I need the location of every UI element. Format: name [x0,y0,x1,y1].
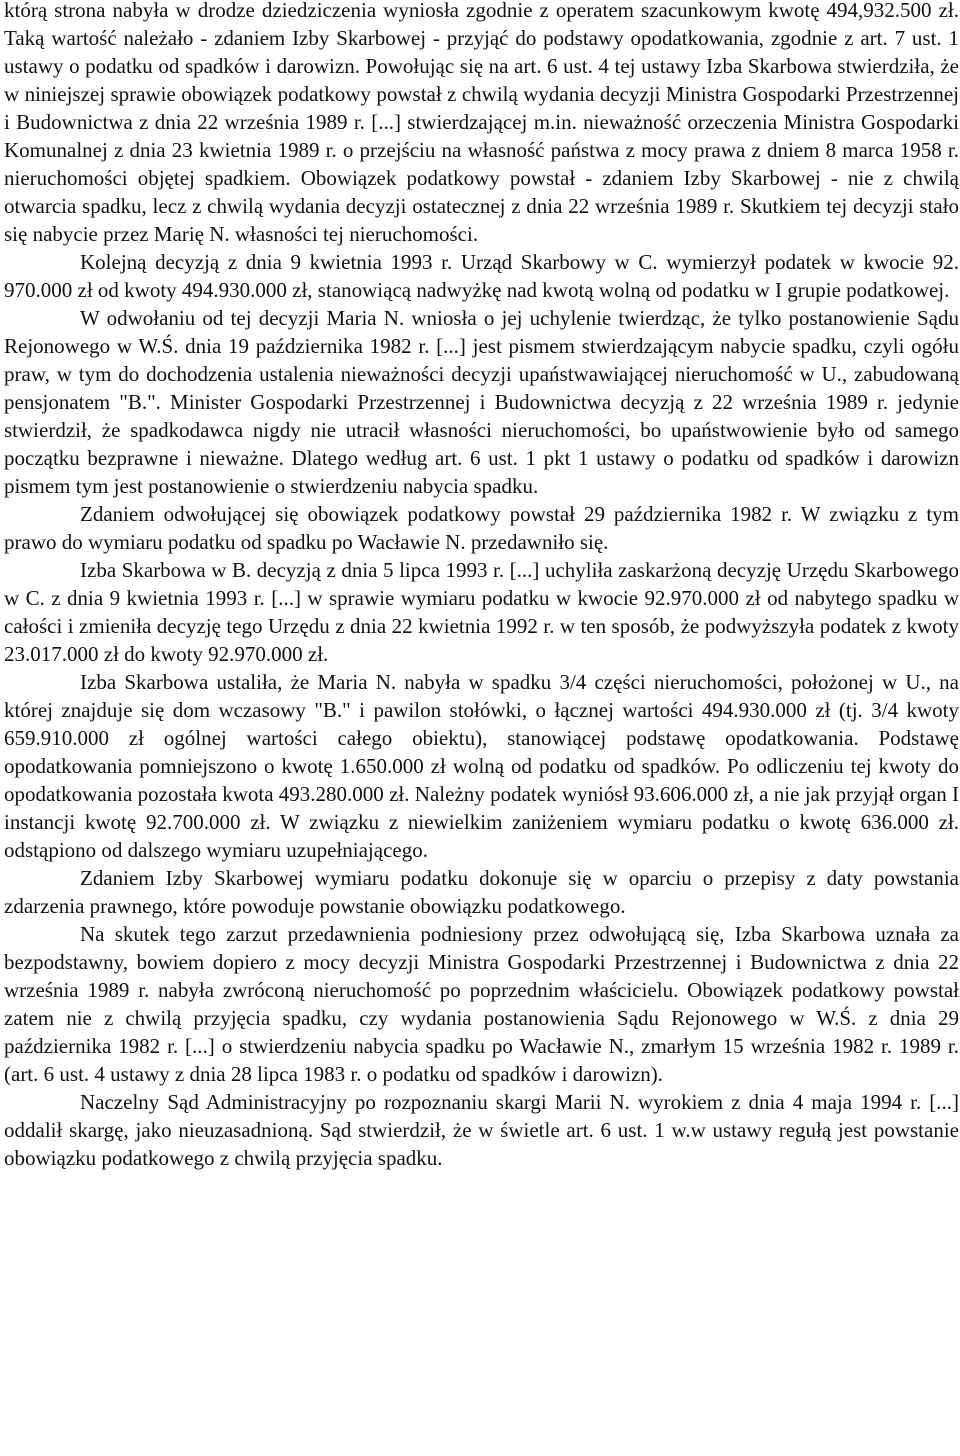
paragraph-4: Zdaniem odwołującej się obowiązek podatkowy powstał 29 października 1982 r. W związku z tym prawo do wymiaru podatku od spadku po Wacławie N. przedawniło się. [4,502,959,554]
paragraph-1: którą strona nabyła w drodze dziedziczenia wyniosła zgodnie z operatem szacunkowym kwotę 494,932.500 zł. Taką wartość należało - zdaniem Izby Skarbowej - przyjąć do podstawy opodatkowania, zgodnie z art. 7 ust. 1 ustawy o podatku od spadków i darowizn. Powołując się na art. 6 ust. 4 tej ustawy Izba Skarbowa stwierdziła, że w niniejszej sprawie obowiązek podatkowy powstał z chwilą wydania decyzji Ministra Gospodarki Przestrzennej i Budownictwa z dnia 22 września 1989 r. [...] stwierdzającej m.in. nieważność orzeczenia Ministra Gospodarki Komunalnej z dnia 23 kwietnia 1989 r. o przejściu na własność państwa z mocy prawa z dniem 8 marca 1958 r. nieruchomości objętej spadkiem. Obowiązek podatkowy powstał - zdaniem Izby Skarbowej - nie z chwilą otwarcia spadku, lecz z chwilą wydania decyzji ostatecznej z dnia 22 września 1989 r. Skutkiem tej decyzji stało się nabycie przez Marię N. własności tej nieruchomości. [4,0,959,246]
paragraph-7: Zdaniem Izby Skarbowej wymiaru podatku dokonuje się w oparciu o przepisy z daty powstania zdarzenia prawnego, które powoduje powstanie obowiązku podatkowego. [4,866,959,918]
paragraph-2: Kolejną decyzją z dnia 9 kwietnia 1993 r. Urząd Skarbowy w C. wymierzył podatek w kwocie 92. 970.000 zł od kwoty 494.930.000 zł, stanowiącą nadwyżkę nad kwotą wolną od podatku w I grupie podatkowej. [4,250,959,302]
paragraph-9: Naczelny Sąd Administracyjny po rozpoznaniu skargi Marii N. wyrokiem z dnia 4 maja 1994 r. [...] oddalił skargę, jako nieuzasadnioną. Sąd stwierdził, że w świetle art. 6 ust. 1 w.w ustawy regułą jest powstanie obowiązku podatkowego z chwilą przyjęcia spadku. [4,1090,959,1170]
paragraph-8: Na skutek tego zarzut przedawnienia podniesiony przez odwołującą się, Izba Skarbowa uznała za bezpodstawny, bowiem dopiero z mocy decyzji Ministra Gospodarki Przestrzennej i Budownictwa z dnia 22 września 1989 r. nabyła zwróconą nieruchomość po poprzednim właścicielu. Obowiązek podatkowy powstał zatem nie z chwilą przyjęcia spadku, czy wydania postanowienia Sądu Rejonowego w W.Ś. z dnia 29 października 1982 r. [...] o stwierdzeniu nabycia spadku po Wacławie N., zmarłym 15 września 1982 r. 1989 r. (art. 6 ust. 4 ustawy z dnia 28 lipca 1983 r. o podatku od spadków i darowizn). [4,922,959,1086]
paragraph-5: Izba Skarbowa w B. decyzją z dnia 5 lipca 1993 r. [...] uchyliła zaskarżoną decyzję Urzędu Skarbowego w C. z dnia 9 kwietnia 1993 r. [...] w sprawie wymiaru podatku w kwocie 92.970.000 zł od nabytego spadku w całości i zmieniła decyzję tego Urzędu z dnia 22 kwietnia 1992 r. w ten sposób, że podwyższyła podatek z kwoty 23.017.000 zł do kwoty 92.970.000 zł. [4,558,959,666]
document-page [4,0,959,1172]
paragraph-3: W odwołaniu od tej decyzji Maria N. wniosła o jej uchylenie twierdząc, że tylko postanowienie Sądu Rejonowego w W.Ś. dnia 19 października 1982 r. [...] jest pismem stwierdzającym nabycie spadku, czyli ogółu praw, w tym do dochodzenia ustalenia nieważności decyzji upaństwawiającej nieruchomość w U., zabudowaną pensjonatem "B.". Minister Gospodarki Przestrzennej i Budownictwa decyzją z 22 września 1989 r. jedynie stwierdził, że spadkodawca nigdy nie utracił własności nieruchomości, bo upaństwowienie było od samego początku bezprawne i nieważne. Dlatego według art. 6 ust. 1 pkt 1 ustawy o podatku od spadków i darowizn pismem tym jest postanowienie o stwierdzeniu nabycia spadku. [4,306,959,498]
paragraph-6: Izba Skarbowa ustaliła, że Maria N. nabyła w spadku 3/4 części nieruchomości, położonej w U., na której znajduje się dom wczasowy "B." i pawilon stołówki, o łącznej wartości 494.930.000 zł (tj. 3/4 kwoty 659.910.000 zł ogólnej wartości całego obiektu), stanowiącej podstawę opodatkowania. Podstawę opodatkowania pomniejszono o kwotę 1.650.000 zł wolną od podatku od spadków. Po odliczeniu tej kwoty do opodatkowania pozostała kwota 493.280.000 zł. Należny podatek wyniósł 93.606.000 zł, a nie jak przyjął organ I instancji kwotę 92.700.000 zł. W związku z niewielkim zaniżeniem wymiaru podatku o kwotę 636.000 zł. odstąpiono od dalszego wymiaru uzupełniającego. [4,670,959,862]
